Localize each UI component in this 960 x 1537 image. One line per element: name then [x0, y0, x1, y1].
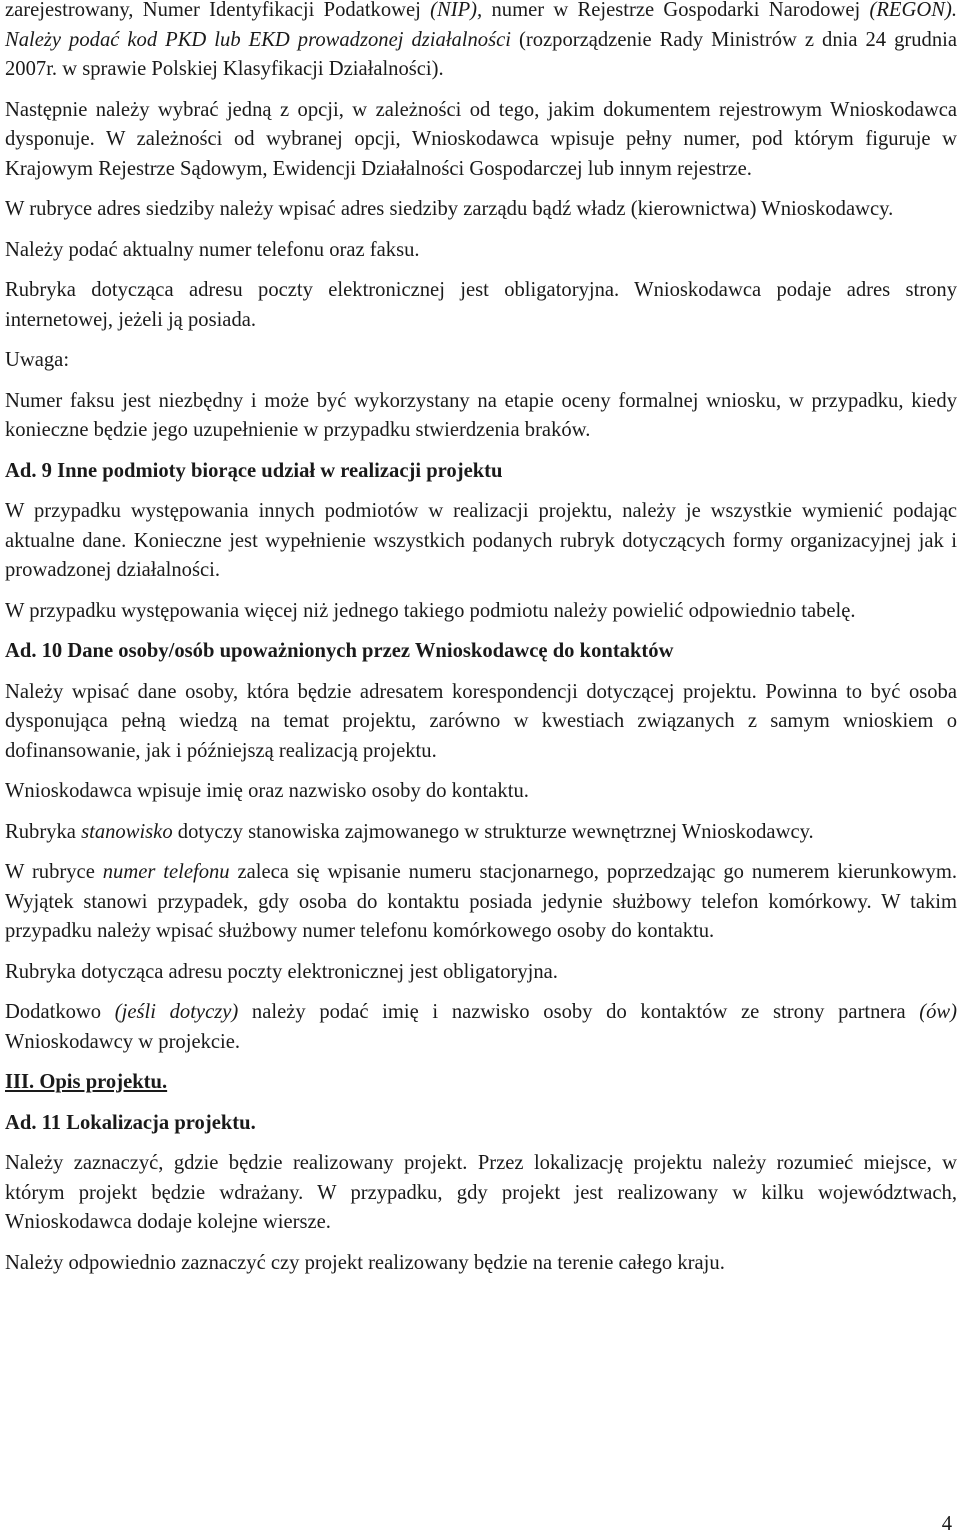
chapter-heading-iii: III. Opis projektu. — [5, 1071, 168, 1093]
paragraph-address: W rubryce adres siedziby należy wpisać adres siedziby zarządu bądź władz (kierownictwa) Wnioskodawcy. — [5, 198, 894, 220]
paragraph-phone-fax: Należy podać aktualny numer telefonu oraz faksu. — [5, 238, 420, 261]
paragraph-email: Rubryka dotycząca adresu poczty elektronicznej jest obligatoryjna. Wnioskodawca podaje adres strony internetowej, jeżeli ją posiada. — [5, 279, 957, 331]
paragraph-fax-note: Numer faksu jest niezbędny i może być wykorzystany na etapie oceny formalnej wniosku, w przypadku, kiedy konieczne będzie jego uzupełnienie w przypadku stwierdzenia braków. — [5, 389, 957, 441]
paragraph-location: Należy zaznaczyć, gdzie będzie realizowany projekt. Przez lokalizację projektu należy rozumieć miejsce, w którym projekt będzie wdrażany. W przypadku, gdy projekt jest realizowany w kilku województwach, Wnioskodawca dodaje kolejne wiersze. — [5, 1152, 957, 1233]
section-heading-ad9: Ad. 9 Inne podmioty biorące udział w realizacji projektu — [5, 459, 503, 482]
paragraph-phone-number: W rubryce numer telefonu zaleca się wpisanie numeru stacjonarnego, poprzedzając go numerem kierunkowym. Wyjątek stanowi przypadek, gdy osoba do kontaktu posiada jedynie służbowy telefon komórkowy. W takim przypadku należy wpisać służbowy numer telefonu komórkowego osoby do kontaktu. — [5, 861, 958, 942]
paragraph-duplicate-table: W przypadku występowania więcej niż jednego takiego podmiotu należy powielić odpowiednio tabelę. — [5, 599, 856, 622]
paragraph-contact-person: Należy wpisać dane osoby, która będzie adresatem korespondencji dotyczącej projektu. Powinna to być osoba dysponująca pełną wiedzą na temat projektu, zarówno w kwestiach związanych z samym wnioskiem o dofinansowanie, jak i późniejszą realizacją projektu. — [5, 680, 957, 762]
paragraph-registration: zarejestrowany, Numer Identyfikacji Podatkowej (NIP), numer w Rejestrze Gospodarki Narodowej (REGON). Należy podać kod PKD lub EKD prowadzonej działalności (rozporządzenie Rady Ministrów z dnia 24 grudnia 2007r. w sprawie Polskiej Klasyfikacji Działalności). — [5, 0, 958, 80]
page-number: 4 — [941, 1513, 952, 1535]
note-label: Uwaga: — [5, 349, 70, 371]
document-page — [5, 0, 957, 1289]
paragraph-other-entities: W przypadku występowania innych podmiotów w realizacji projektu, należy je wszystkie wymienić podając aktualne dane. Konieczne jest wypełnienie wszystkich podanych rubryk dotyczących formy organizacyjnej jak i prowadzonej działalności. — [5, 500, 957, 581]
paragraph-contact-name: Wnioskodawca wpisuje imię oraz nazwisko osoby do kontaktu. — [5, 780, 529, 802]
paragraph-whole-country: Należy odpowiednio zaznaczyć czy projekt realizowany będzie na terenie całego kraju. — [5, 1251, 725, 1274]
paragraph-partner-contact: Dodatkowo (jeśli dotyczy) należy podać imię i nazwisko osoby do kontaktów ze strony partnera (ów) Wnioskodawcy w projekcie. — [5, 1001, 957, 1053]
section-heading-ad10: Ad. 10 Dane osoby/osób upoważnionych przez Wnioskodawcę do kontaktów — [5, 640, 674, 662]
section-heading-ad11: Ad. 11 Lokalizacja projektu. — [5, 1111, 256, 1134]
paragraph-registry-option: Następnie należy wybrać jedną z opcji, w zależności od tego, jakim dokumentem rejestrowym Wnioskodawca dysponuje. W zależności od wybranej opcji, Wnioskodawca wpisuje pełny numer, pod którym figuruje w Krajowym Rejestrze Sądowym, Ewidencji Działalności Gospodarczej lub innym rejestrze. — [5, 98, 957, 180]
paragraph-contact-email: Rubryka dotycząca adresu poczty elektronicznej jest obligatoryjna. — [5, 960, 558, 983]
paragraph-position: Rubryka stanowisko dotyczy stanowiska zajmowanego w strukturze wewnętrznej Wnioskodawcy. — [5, 820, 814, 843]
